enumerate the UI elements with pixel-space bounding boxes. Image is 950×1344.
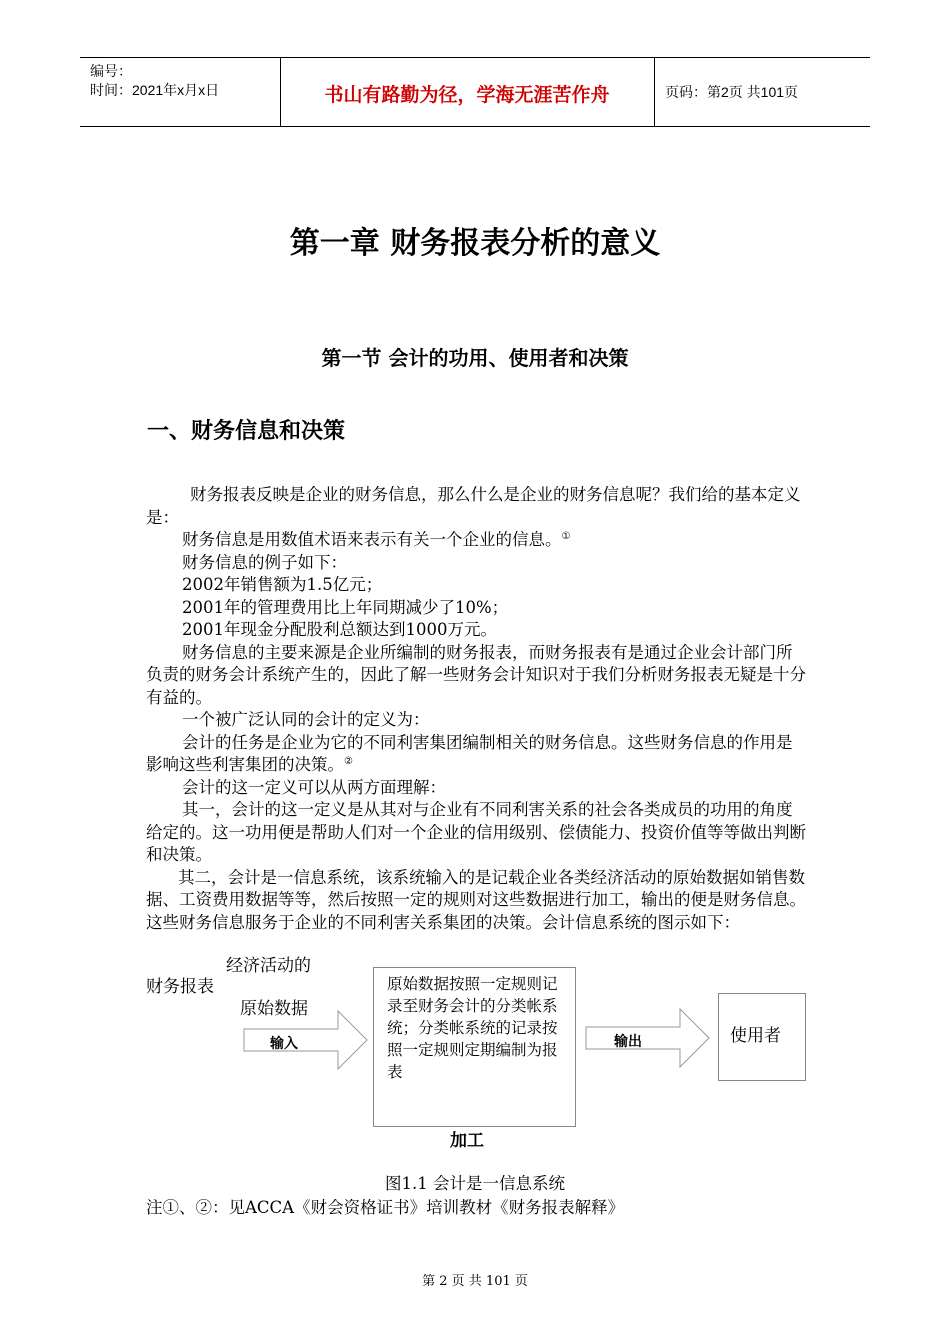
paragraph: 2001年现金分配股利总额达到1000万元。 xyxy=(182,620,497,639)
input-arrow-label: 输入 xyxy=(270,1036,298,1052)
header-page-info: 页码：第2页 共101页 xyxy=(665,84,799,100)
page-footer: 第 2 页 共 101 页 xyxy=(422,1274,528,1289)
paragraph: 财务报表反映是企业的财务信息，那么什么是企业的财务信息呢？我们给的基本定义是： xyxy=(146,485,801,527)
figure-caption: 图1.1 会计是一信息系统 xyxy=(385,1174,565,1193)
paragraph: 会计的这一定义可以从两方面理解： xyxy=(182,777,446,797)
header-meta xyxy=(90,62,280,100)
paragraph-text: 会计的任务是企业为它的不同利害集团编制相关的财务信息。这些财务信息的作用是影响这些利害集团的决策。 xyxy=(146,732,793,774)
diagram-label-econ: 经济活动的 xyxy=(226,956,311,976)
process-box-text: 原始数据按照一定规则记录至财务会计的分类帐系统；分类帐系统的记录按照一定规则定期编制为报表 xyxy=(387,975,558,1081)
paragraph: 其二，会计是一信息系统，该系统输入的是记载企业各类经济活动的原始数据如销售数据、工资费用数据等等，然后按照一定的规则对这些数据进行加工，输出的便是财务信息。这些财务信息服务于企业的不同利害关系集团的决策。会计信息系统的图示如下： xyxy=(146,867,806,932)
subsection-title: 一、财务信息和决策 xyxy=(147,419,346,444)
footnote-marker: ① xyxy=(561,531,571,542)
header-number-label: 编号： xyxy=(90,63,132,79)
footnote-marker: ② xyxy=(344,756,353,767)
output-arrow xyxy=(585,1008,710,1068)
output-arrow-label: 输出 xyxy=(614,1034,642,1050)
paragraph xyxy=(146,732,806,777)
paragraph: 财务信息的例子如下： xyxy=(182,552,347,572)
process-caption: 加工 xyxy=(450,1131,484,1151)
section-title: 第一节 会计的功用、使用者和决策 xyxy=(321,346,629,370)
input-arrow xyxy=(243,1010,368,1070)
diagram-label-raw: 原始数据 xyxy=(240,999,308,1019)
body-text xyxy=(146,484,806,934)
diagram-label-report: 财务报表 xyxy=(146,977,214,997)
paragraph: 2001年的管理费用比上年同期减少了10%； xyxy=(182,597,509,617)
paragraph: 2002年销售额为1.5亿元； xyxy=(182,575,383,594)
page-header xyxy=(80,57,870,127)
paragraph: 一个被广泛认同的会计的定义为： xyxy=(182,710,430,729)
header-time-label: 时间：2021年x月x日 xyxy=(90,82,220,98)
paragraph xyxy=(146,529,806,552)
paragraph: 财务信息的主要来源是企业所编制的财务报表，而财务报表有是通过企业会计部门所负责的财务会计系统产生的，因此了解一些财务会计知识对于我们分析财务报表无疑是十分有益的。 xyxy=(146,642,806,707)
chapter-title: 第一章 财务报表分析的意义 xyxy=(289,226,661,261)
header-divider xyxy=(654,58,655,126)
paragraph: 其一，会计的这一定义是从其对与企业有不同利害关系的社会各类成员的功用的角度给定的。这一功用便是帮助人们对一个企业的信用级别、偿债能力、投资价值等等做出判断和决策。 xyxy=(146,800,806,864)
paragraph-text: 财务信息是用数值术语来表示有关一个企业的信息。 xyxy=(182,530,562,549)
header-motto: 书山有路勤为径，学海无涯苦作舟 xyxy=(324,84,610,106)
footnote: 注①、②：见ACCA《财会资格证书》培训教材《财务报表解释》 xyxy=(146,1198,625,1217)
user-box-label: 使用者 xyxy=(730,1026,781,1046)
